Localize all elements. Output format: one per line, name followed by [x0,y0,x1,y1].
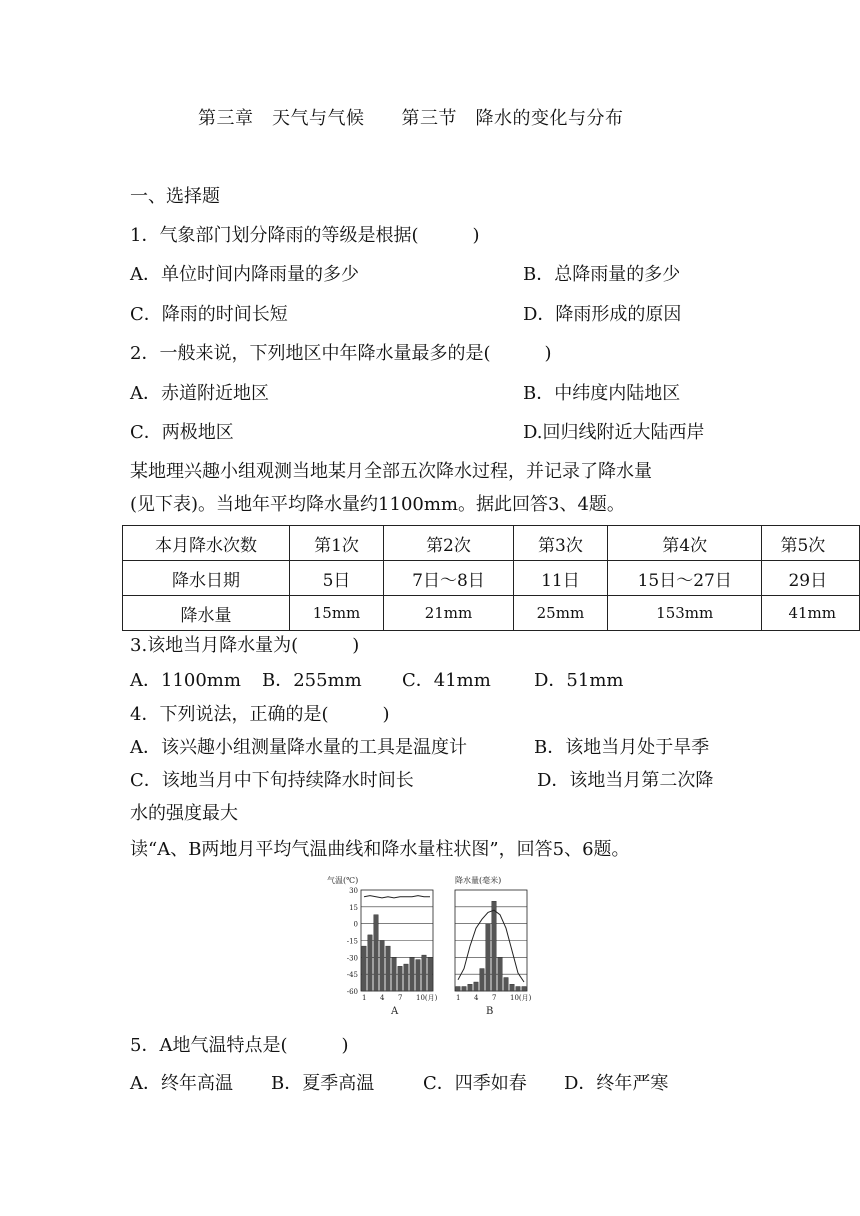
intro-5-6: 读“A、B两地月平均气温曲线和降水量柱状图”，回答5、6题。 [130,839,630,860]
table-header-cell: 第2次 [384,526,514,561]
table-header-cell: 第1次 [290,526,384,561]
table-cell: 25mm [513,596,607,631]
table-row [123,596,860,631]
bar [362,946,366,991]
table-cell: 21mm [384,596,514,631]
chart-a-x-ticks [362,994,438,1002]
chart-b-x-ticks [456,994,532,1002]
chart-b-bars [456,901,526,991]
question-1-option-d: D．降雨形成的原因 [523,304,682,325]
question-1-option-c: C．降雨的时间长短 [130,304,288,325]
table-cell: 41mm [762,596,860,631]
question-4-option-d: D．该地当月第二次降 [537,770,714,791]
question-5-option-c: C．四季如春 [423,1073,527,1094]
bar [510,984,514,991]
y-tick-label: 0 [353,920,358,929]
y-tick-label: 30 [349,887,358,895]
table-cell: 15日～27日 [607,561,762,596]
x-tick-label: 10(月) [510,994,532,1002]
table-header-cell: 第5次 [762,526,860,561]
table-cell: 5日 [290,561,384,596]
table-cell: 7日～8日 [384,561,514,596]
question-4-option-c: C．该地当月中下旬持续降水时间长 [130,770,414,791]
question-1-stem: 1．气象部门划分降雨的等级是根据( ) [130,225,480,246]
chart-a-label: A [391,1006,399,1017]
bar [392,957,396,991]
question-1-option-a: A．单位时间内降雨量的多少 [130,264,359,285]
question-3-option-c: C．41mm [402,670,491,691]
bar [386,946,390,991]
y-tick-label: -60 [346,988,358,996]
question-2-option-a: A．赤道附近地区 [130,383,269,404]
intro-3-4-line-1: 某地理兴趣小组观测当地某月全部五次降水过程，并记录了降水量 [130,461,652,482]
question-3-stem: 3.该地当月降水量为( ) [130,635,360,656]
chart-b-temperature-curve [458,910,524,982]
bar [492,901,496,991]
table-cell: 11日 [513,561,607,596]
page-title: 第三章 天气与气候 第三节 降水的变化与分布 [198,108,624,129]
bar [522,987,526,991]
question-4-stem: 4．下列说法，正确的是( ) [130,704,390,725]
question-5-option-a: A．终年高温 [130,1073,233,1094]
bar [480,969,484,991]
question-3-option-b: B．255mm [262,670,362,691]
bar [486,924,490,991]
section-heading: 一、选择题 [130,186,220,207]
question-5-option-d: D．终年严寒 [564,1073,669,1094]
x-tick-label: 1 [456,994,461,1002]
question-3-option-a: A．1100mm [130,670,241,691]
question-1-option-b: B．总降雨量的多少 [523,264,681,285]
chart-a-bars [362,915,432,991]
chart-b-y-title: 降水量(毫米) [455,876,502,885]
x-tick-label: 7 [492,994,497,1002]
bar [374,915,378,991]
table-cell: 153mm [607,596,762,631]
bar [498,957,502,991]
y-tick-label: 15 [349,903,358,912]
question-4-option-d-continued: 水的强度最大 [130,803,238,824]
chart-b-grid [455,907,527,974]
bar [416,960,420,991]
table-cell: 15mm [290,596,384,631]
question-2-option-b: B．中纬度内陆地区 [523,383,681,404]
y-tick-label: -45 [346,971,358,980]
bar [516,987,520,991]
question-3-option-d: D．51mm [534,670,624,691]
bar [462,987,466,991]
x-tick-label: 10(月) [416,994,438,1002]
x-tick-label: 4 [380,994,385,1002]
bar [398,966,402,991]
question-5-option-b: B．夏季高温 [271,1073,375,1094]
bar [468,984,472,991]
table-cell: 29日 [762,561,860,596]
bar [504,978,508,991]
table-header-row [123,526,860,561]
y-tick-label: -30 [346,954,358,963]
question-2-stem: 2．一般来说，下列地区中年降水量最多的是( ) [130,343,552,364]
chart-a-y-ticks [347,887,358,996]
table-header-cell: 第4次 [607,526,762,561]
bar [380,941,384,992]
bar [410,957,414,991]
bar [422,955,426,991]
question-5-stem: 5．A地气温特点是( ) [130,1035,349,1056]
climate-charts-figure [325,872,535,1024]
table-cell: 降水日期 [123,561,290,596]
bar [456,987,460,991]
bar [428,957,432,991]
intro-3-4-line-2: (见下表)。当地年平均降水量约1100mm。据此回答3、4题。 [130,494,625,515]
precipitation-table [122,525,860,631]
table-header-cell: 本月降水次数 [123,526,290,561]
question-4-option-a: A．该兴趣小组测量降水量的工具是温度计 [130,737,467,758]
bar [368,935,372,991]
chart-b-label: B [486,1006,494,1017]
table-row [123,561,860,596]
x-tick-label: 1 [362,994,367,1002]
climate-charts-svg [325,872,535,1020]
chart-a-temperature-curve [364,896,430,898]
table-cell: 降水量 [123,596,290,631]
question-2-option-c: C．两极地区 [130,422,234,443]
chart-a-y-title: 气温(℃) [327,876,359,885]
question-4-option-b: B．该地当月处于旱季 [534,737,710,758]
bar [404,964,408,991]
table-header-cell: 第3次 [513,526,607,561]
y-tick-label: -15 [346,937,358,946]
question-2-option-d: D.回归线附近大陆西岸 [523,422,705,443]
x-tick-label: 4 [474,994,479,1002]
bar [474,982,478,991]
x-tick-label: 7 [398,994,403,1002]
